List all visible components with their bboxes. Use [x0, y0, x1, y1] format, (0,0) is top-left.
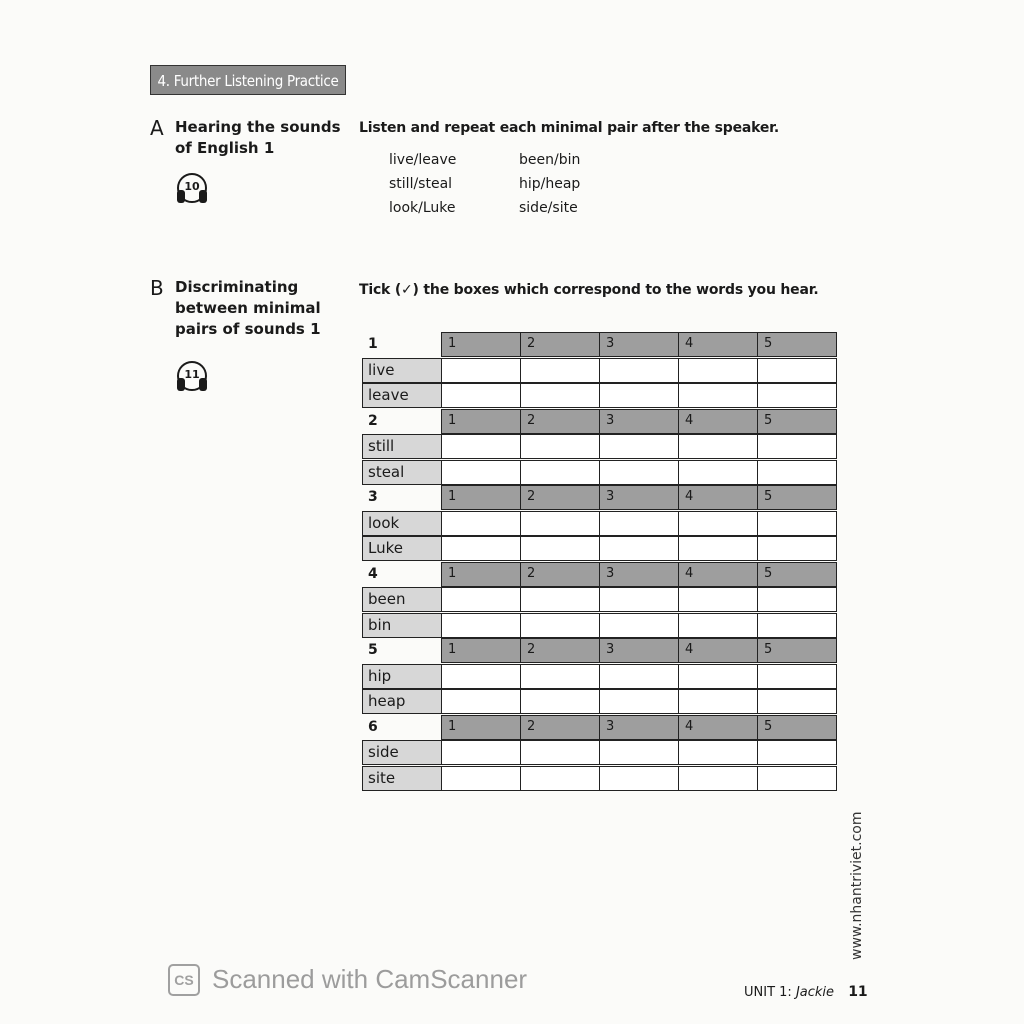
tick-box[interactable]	[599, 434, 679, 459]
column-number: 1	[448, 412, 457, 428]
tick-box[interactable]	[520, 613, 600, 638]
column-number: 4	[685, 489, 694, 504]
tick-box[interactable]	[678, 766, 758, 791]
word-label: bin	[362, 613, 442, 638]
tick-box[interactable]	[441, 766, 521, 791]
page-number: 11	[848, 984, 868, 1000]
column-number: 2	[527, 489, 536, 504]
word-label: still	[362, 434, 442, 459]
column-number: 5	[764, 718, 773, 734]
tick-box[interactable]	[599, 460, 679, 485]
tick-box[interactable]	[520, 664, 600, 689]
tick-box[interactable]	[757, 383, 837, 408]
tick-box[interactable]	[757, 689, 837, 714]
word-label: been	[362, 587, 442, 612]
footer-unit-title: Jackie	[795, 985, 835, 1000]
column-number-cell	[599, 409, 679, 434]
column-number: 4	[685, 336, 694, 351]
tick-box[interactable]	[520, 383, 600, 408]
column-number-cell	[599, 332, 679, 357]
tick-box[interactable]	[757, 740, 837, 765]
exercise-b-title-line3: pairs of sounds 1	[175, 320, 321, 338]
tick-box[interactable]	[757, 587, 837, 612]
column-number-cell	[520, 715, 600, 740]
tick-box[interactable]	[599, 587, 679, 612]
tick-box[interactable]	[441, 460, 521, 485]
column-number: 2	[527, 412, 536, 428]
item-number: 3	[368, 489, 378, 505]
column-number-cell	[441, 715, 521, 740]
tick-box[interactable]	[757, 536, 837, 561]
word-label: leave	[362, 383, 442, 408]
item-number: 4	[368, 565, 378, 582]
exercise-b-title	[175, 277, 321, 340]
tick-box[interactable]	[520, 460, 600, 485]
tick-box[interactable]	[441, 613, 521, 638]
column-number: 4	[685, 565, 694, 581]
pair-item: live/leave	[389, 152, 457, 168]
column-number: 1	[448, 565, 457, 581]
column-number-cell	[441, 562, 521, 587]
word-label: side	[362, 740, 442, 765]
column-number: 4	[685, 642, 694, 657]
tick-box[interactable]	[599, 536, 679, 561]
tick-box[interactable]	[441, 689, 521, 714]
tick-box[interactable]	[441, 383, 521, 408]
tick-box[interactable]	[757, 511, 837, 536]
page-footer	[744, 984, 868, 1000]
word-label: steal	[362, 460, 442, 485]
tick-box[interactable]	[520, 587, 600, 612]
exercise-b-title-line1: Discriminating	[175, 278, 299, 296]
column-number-cell	[520, 332, 600, 357]
column-number: 2	[527, 565, 536, 581]
column-number-cell	[757, 485, 837, 510]
column-number-cell	[757, 638, 837, 663]
column-number-cell	[520, 409, 600, 434]
tick-box[interactable]	[520, 536, 600, 561]
column-number-cell	[599, 715, 679, 740]
column-number-cell	[757, 409, 837, 434]
column-number-cell	[678, 332, 758, 357]
tick-box[interactable]	[757, 613, 837, 638]
column-number-cell	[678, 485, 758, 510]
column-number: 2	[527, 642, 536, 657]
column-number-cell	[599, 485, 679, 510]
pair-item: look/Luke	[389, 200, 456, 216]
track-number-a: 10	[184, 180, 200, 193]
tick-box[interactable]	[678, 664, 758, 689]
exercise-b-instruction: Tick (✓) the boxes which correspond to the words you hear.	[359, 282, 819, 298]
column-number: 5	[764, 412, 773, 428]
column-number: 1	[448, 336, 457, 351]
exercise-a-letter: A	[150, 116, 164, 140]
column-number: 3	[606, 642, 615, 657]
tick-box[interactable]	[441, 740, 521, 765]
tick-box[interactable]	[520, 358, 600, 383]
exercise-a-instruction: Listen and repeat each minimal pair after the speaker.	[359, 120, 779, 136]
column-number: 5	[764, 489, 773, 504]
column-number: 3	[606, 489, 615, 504]
tick-box[interactable]	[678, 434, 758, 459]
pair-item: hip/heap	[519, 176, 581, 192]
camscanner-text: Scanned with CamScanner	[212, 964, 528, 994]
tick-box[interactable]	[441, 511, 521, 536]
column-number-cell	[599, 562, 679, 587]
tick-box[interactable]	[441, 358, 521, 383]
tick-box[interactable]	[678, 358, 758, 383]
pair-item: still/steal	[389, 176, 453, 192]
item-number: 2	[368, 412, 378, 429]
column-number: 4	[685, 718, 694, 734]
tick-box[interactable]	[757, 434, 837, 459]
headphones-icon	[174, 360, 214, 396]
section-header: 4. Further Listening Practice	[150, 65, 346, 95]
column-number: 3	[606, 336, 615, 351]
tick-box[interactable]	[757, 358, 837, 383]
item-number: 6	[368, 718, 378, 735]
column-number-cell	[678, 409, 758, 434]
column-number-cell	[441, 485, 521, 510]
column-number-cell	[520, 638, 600, 663]
tick-box[interactable]	[599, 689, 679, 714]
column-number-cell	[678, 715, 758, 740]
column-number: 2	[527, 336, 536, 351]
tick-box[interactable]	[678, 740, 758, 765]
column-number: 4	[685, 412, 694, 428]
tick-box[interactable]	[678, 511, 758, 536]
exercise-a-title	[175, 117, 341, 159]
word-label: heap	[362, 689, 442, 714]
column-number: 3	[606, 565, 615, 581]
track-number-b: 11	[184, 368, 200, 381]
column-number-cell	[757, 562, 837, 587]
column-number-cell	[757, 715, 837, 740]
column-number-cell	[441, 332, 521, 357]
word-label: hip	[362, 664, 442, 689]
tick-box[interactable]	[678, 460, 758, 485]
headphones-icon	[174, 172, 214, 208]
column-number-cell	[441, 409, 521, 434]
pair-item: been/bin	[519, 152, 581, 168]
camscanner-logo: CS	[168, 964, 200, 996]
column-number-cell	[441, 638, 521, 663]
tick-box[interactable]	[678, 613, 758, 638]
column-number-cell	[678, 562, 758, 587]
column-number: 5	[764, 642, 773, 657]
tick-box[interactable]	[441, 587, 521, 612]
word-label: look	[362, 511, 442, 536]
column-number: 3	[606, 412, 615, 428]
exercise-a-title-line1: Hearing the sounds	[175, 118, 341, 136]
item-number: 1	[368, 336, 378, 352]
exercise-b-title-line2: between minimal	[175, 299, 321, 317]
tick-box[interactable]	[520, 434, 600, 459]
column-number-cell	[599, 638, 679, 663]
word-label: live	[362, 358, 442, 383]
tick-box[interactable]	[599, 383, 679, 408]
tick-box[interactable]	[757, 460, 837, 485]
tick-box[interactable]	[678, 536, 758, 561]
tick-box[interactable]	[599, 358, 679, 383]
column-number: 2	[527, 718, 536, 734]
column-number: 1	[448, 718, 457, 734]
column-number: 3	[606, 718, 615, 734]
tick-box[interactable]	[599, 664, 679, 689]
tick-box[interactable]	[520, 511, 600, 536]
tick-box[interactable]	[678, 689, 758, 714]
exercise-b-letter: B	[150, 276, 164, 300]
tick-box[interactable]	[441, 434, 521, 459]
pair-item: side/site	[519, 200, 578, 216]
word-label: Luke	[362, 536, 442, 561]
column-number: 1	[448, 489, 457, 504]
column-number-cell	[520, 485, 600, 510]
footer-unit: UNIT 1:	[744, 985, 792, 1000]
tick-box[interactable]	[520, 740, 600, 765]
tick-box[interactable]	[599, 511, 679, 536]
exercise-a-title-line2: of English 1	[175, 139, 275, 157]
column-number-cell	[520, 562, 600, 587]
tick-box[interactable]	[757, 766, 837, 791]
column-number: 1	[448, 642, 457, 657]
tick-box[interactable]	[520, 766, 600, 791]
tick-box[interactable]	[678, 587, 758, 612]
tick-box[interactable]	[441, 536, 521, 561]
tick-box[interactable]	[678, 383, 758, 408]
column-number: 5	[764, 336, 773, 351]
side-watermark: www.nhantriviet.com	[849, 811, 865, 960]
tick-box[interactable]	[520, 689, 600, 714]
column-number: 5	[764, 565, 773, 581]
column-number-cell	[757, 332, 837, 357]
tick-box[interactable]	[599, 613, 679, 638]
tick-box[interactable]	[599, 740, 679, 765]
tick-box[interactable]	[757, 664, 837, 689]
tick-box[interactable]	[441, 664, 521, 689]
column-number-cell	[678, 638, 758, 663]
item-number: 5	[368, 642, 378, 658]
tick-box[interactable]	[599, 766, 679, 791]
word-label: site	[362, 766, 442, 791]
